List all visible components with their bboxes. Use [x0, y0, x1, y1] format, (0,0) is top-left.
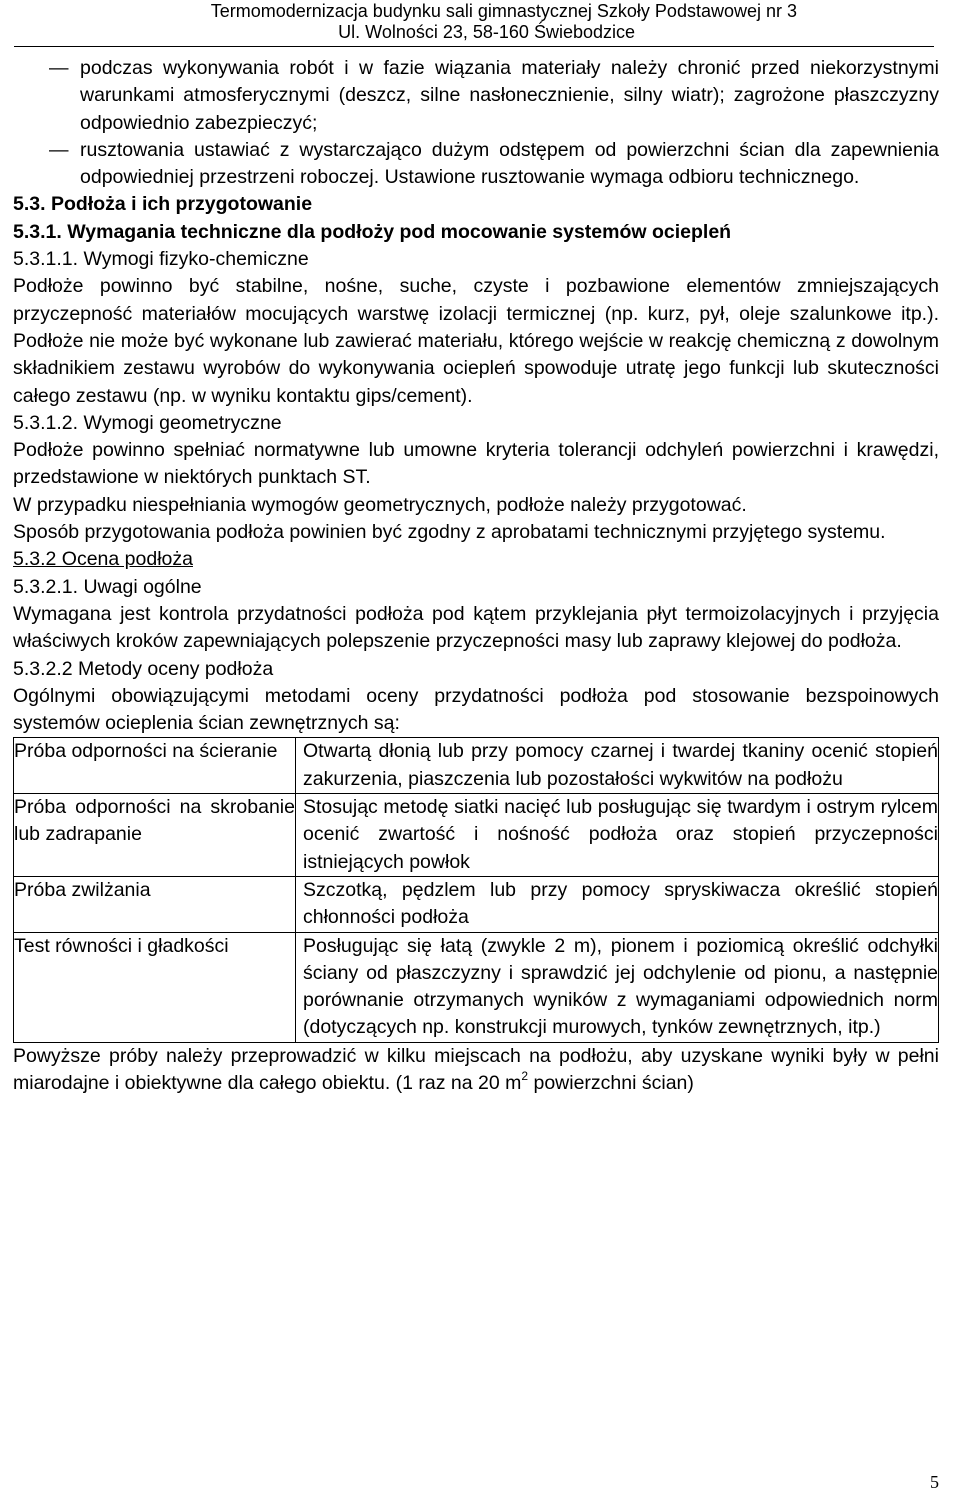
bullet-dash: —	[49, 138, 69, 161]
test-description: Stosując metodę siatki nacięć lub posługując się twardym i ostrym rylcem ocenić zwartość i nośność podłoża oraz stopień przyczepności istniejących powłok	[296, 794, 939, 877]
test-name: Próba odporności na ścieranie	[14, 738, 296, 794]
paragraph-geometric-2: W przypadku niespełniania wymogów geometrycznych, podłoże należy przygotować.	[13, 493, 747, 516]
bullet-text: rusztowania ustawiać z wystarczająco dużym odstępem od powierzchni ścian dla zapewnienia odpowiedniej przestrzeni roboczej. Ustawione rusztowanie wymaga odbioru technicznego.	[80, 138, 939, 189]
test-description: Szczotką, pędzlem lub przy pomocy spryskiwacza określić stopień chłonności podłoża	[296, 876, 939, 932]
bullet-text: podczas wykonywania robót i w fazie wiązania materiały należy chronić przed niekorzystnymi warunkami atmosferycznymi (deszcz, silne nasłonecznienie, silny wiatr); zagrożone płaszczyzny odpowiednio zabezpieczyć;	[80, 57, 939, 134]
paragraph-physico-chemical: Podłoże powinno być stabilne, nośne, suche, czyste i pozbawione elementów zmniejszających przyczepność materiałów mocujących warstwę izolacji termicznej (np. kurz, pył, oleje szalunkowe itp.). Podłoże nie może być wykonane lub zawierać materiału, którego wejście w reakcję chemiczną z dowolnym składnikiem zestawu wyrobów do wykonywania ociepleń spowoduje utratę jego funkcji lub skuteczności całego zestawu (np. w wyniku kontaktu gips/cement).	[13, 275, 939, 407]
bullet-dash: —	[49, 57, 69, 79]
superscript: 2	[521, 1068, 529, 1083]
paragraph-methods-intro: Ogólnymi obowiązującymi metodami oceny przydatności podłoża pod stosowanie bezspoinowych systemów ocieplenia ścian zewnętrznych są:	[13, 684, 939, 735]
table-row	[14, 876, 939, 932]
section-heading-5-3: 5.3. Podłoża i ich przygotowanie	[13, 193, 313, 216]
section-heading-5-3-1-1: 5.3.1.1. Wymogi fizyko-chemiczne	[13, 248, 309, 271]
test-description: Posługując się łatą (zwykle 2 m), pionem i poziomicą określić odchyłki ściany od płaszczyzny i sprawdzić jej odchylenie od pionu, a następnie porównanie otrzymanych wyników z wymaganiami odpowiednich norm (dotyczących np. konstrukcji murowych, tynków zewnętrznych, itp.)	[296, 932, 939, 1042]
section-heading-5-3-2: 5.3.2 Ocena podłoża	[13, 548, 193, 571]
section-heading-5-3-2-2: 5.3.2.2 Metody oceny podłoża	[13, 657, 274, 680]
header-rule	[14, 46, 934, 47]
bullet-item	[13, 137, 939, 192]
table-row	[14, 932, 939, 1042]
header-address: Ul. Wolności 23, 58-160 Świebodzice	[338, 22, 635, 42]
test-name: Próba odporności na skrobanie lub zadrapanie	[14, 794, 296, 877]
paragraph-general-remarks: Wymagana jest kontrola przydatności podłoża pod kątem przyklejania płyt termoizolacyjnych i przyjęcia właściwych kroków zapewniających polepszenie przyczepności masy lub zaprawy klejowej do podłoża.	[13, 602, 939, 653]
paragraph-closing: Powyższe próby należy przeprowadzić w kilku miejscach na podłożu, aby uzyskane wyniki były w pełni miarodajne i obiektywne dla całego obiektu. (1 raz na 20 $m^2$ powierzchni ścian)	[13, 1044, 939, 1094]
document-body	[13, 55, 939, 1097]
page-number: 5	[930, 1472, 939, 1492]
test-description: Otwartą dłonią lub przy pomocy czarnej i twardej tkaniny ocenić stopień zakurzenia, piaszczenia lub pozostałości wykwitów na podłożu	[296, 738, 939, 794]
table-row	[14, 794, 939, 877]
section-heading-5-3-2-1: 5.3.2.1. Uwagi ogólne	[13, 575, 202, 598]
paragraph-geometric-1: Podłoże powinno spełniać normatywne lub umowne kryteria tolerancji odchyleń powierzchni i krawędzi, przedstawione w niektórych punktach ST.	[13, 439, 939, 489]
paragraph-geometric-3: Sposób przygotowania podłoża powinien być zgodny z aprobatami technicznymi przyjętego systemu.	[13, 521, 886, 544]
bullet-item	[13, 55, 939, 137]
table-row	[14, 738, 939, 794]
test-methods-table	[13, 737, 939, 1042]
test-name: Test równości i gładkości	[14, 932, 296, 1042]
test-name: Próba zwilżania	[14, 876, 296, 932]
header-title: Termomodernizacja budynku sali gimnastycznej Szkoły Podstawowej nr 3	[210, 1, 797, 21]
section-heading-5-3-1-2: 5.3.1.2. Wymogi geometryczne	[13, 411, 282, 434]
section-heading-5-3-1: 5.3.1. Wymagania techniczne dla podłoży pod mocowanie systemów ociepleń	[13, 220, 732, 243]
